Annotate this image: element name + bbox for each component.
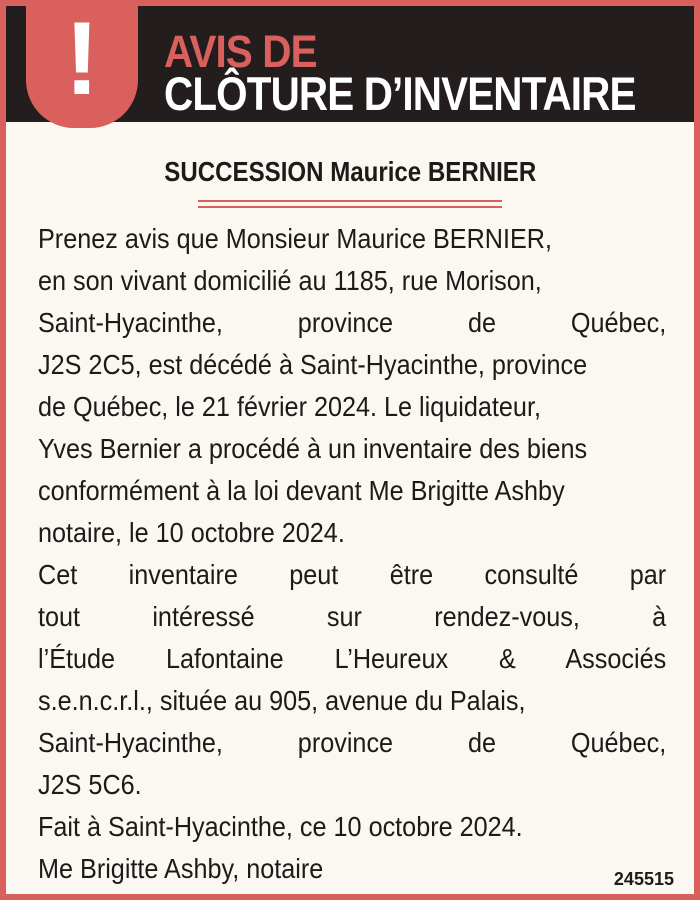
divider-rule-bottom	[198, 206, 502, 208]
title-line-1: AVIS DE	[164, 26, 317, 77]
body-line: Fait à Saint-Hyacinthe, ce 10 octobre 2024.	[38, 811, 523, 842]
body-line: Saint-Hyacinthe, province de Québec,	[38, 307, 667, 338]
body-line: l’Étude Lafontaine L’Heureux & Associés	[38, 643, 667, 674]
reference-number: 245515	[613, 869, 674, 889]
succession-title	[6, 156, 694, 188]
body-line: conformément à la loi devant Me Brigitte Ashby	[38, 475, 565, 506]
body-line: tout intéressé sur rendez-vous, à	[38, 601, 667, 632]
divider-rule-top	[198, 200, 502, 202]
body-line: Me Brigitte Ashby, notaire	[38, 853, 324, 884]
body-line: Cet inventaire peut être consulté par	[38, 559, 667, 590]
body-line: Yves Bernier a procédé à un inventaire des biens	[38, 433, 588, 464]
body-line: J2S 5C6.	[38, 769, 142, 800]
body-line: s.e.n.c.r.l., située au 905, avenue du Palais,	[38, 685, 526, 716]
exclamation-badge	[26, 0, 138, 128]
body-line: Prenez avis que Monsieur Maurice BERNIER,	[38, 223, 553, 254]
body-line: J2S 2C5, est décédé à Saint-Hyacinthe, province	[38, 349, 588, 380]
succession-title-text: SUCCESSION Maurice BERNIER	[163, 156, 536, 187]
title-line-2: CLÔTURE D’INVENTAIRE	[164, 67, 636, 120]
notice-body	[38, 218, 666, 890]
body-line: de Québec, le 21 février 2024. Le liquidateur,	[38, 391, 541, 422]
body-line: Saint-Hyacinthe, province de Québec,	[38, 727, 667, 758]
body-line: notaire, le 10 octobre 2024.	[38, 517, 345, 548]
body-line: en son vivant domicilié au 1185, rue Morison,	[38, 265, 542, 296]
notice-header	[6, 1, 694, 122]
exclamation-icon: !	[64, 1, 100, 117]
